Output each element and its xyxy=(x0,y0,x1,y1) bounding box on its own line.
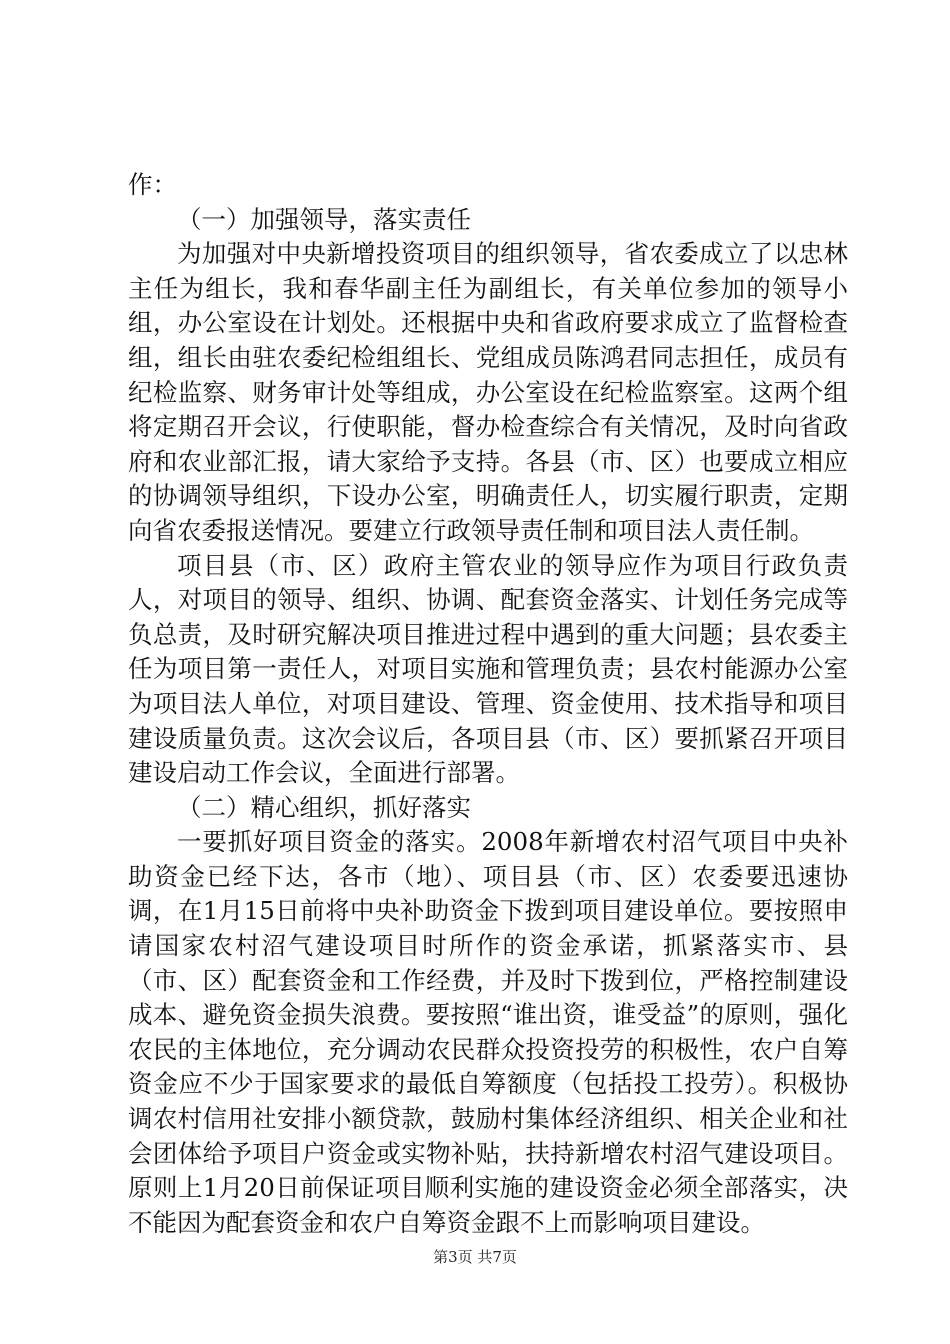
paragraph-leadership: 为加强对中央新增投资项目的组织领导，省农委成立了以忠林主任为组长，我和春华副主任为副组长，有关单位参加的领导小组，办公室设在计划处。还根据中央和省政府要求成立了监督检查组，组长由驻农委纪检组组长、党组成员陈鸿君同志担任，成员有纪检监察、财务审计处等组成，办公室设在纪检监察室。这两个组将定期召开会议，行使职能，督办检查综合有关情况，及时向省政府和农业部汇报，请大家给予支持。各县（市、区）也要成立相应的协调领导组织，下设办公室，明确责任人，切实履行职责，定期向省农委报送情况。要建立行政领导责任制和项目法人责任制。 xyxy=(128,239,848,545)
page-footer: 第3页 共7页 xyxy=(433,1248,517,1266)
section-heading-2: （二）精心组织，抓好落实 xyxy=(177,792,471,822)
paragraph-responsibility: 项目县（市、区）政府主管农业的领导应作为项目行政负责人，对项目的领导、组织、协调、配套资金落实、计划任务完成等负总责，及时研究解决项目推进过程中遇到的重大问题；县农委主任为项目第一责任人，对项目实施和管理负责；县农村能源办公室为项目法人单位，对项目建设、管理、资金使用、技术指导和项目建设质量负责。这次会议后，各项目县（市、区）要抓紧召开项目建设启动工作会议，全面进行部署。 xyxy=(128,550,848,788)
section-heading-1: （一）加强领导，落实责任 xyxy=(177,204,471,234)
paragraph-continuation: 作： xyxy=(128,170,177,199)
paragraph-funding: 一要抓好项目资金的落实。2008年新增农村沼气项目中央补助资金已经下达，各市（地）、项目县（市、区）农委要迅速协调，在1月15日前将中央补助资金下拨到项目建设单位。要按照申请国家农村沼气建设项目时所作的资金承诺，抓紧落实市、县（市、区）配套资金和工作经费，并及时下拨到位，严格控制建设成本、避免资金损失浪费。要按照“谁出资，谁受益”的原则，强化农民的主体地位，充分调动农民群众投资投劳的积极性，农户自筹资金应不少于国家要求的最低自筹额度（包括投工投劳）。积极协调农村信用社安排小额贷款，鼓励村集体经济组织、相关企业和社会团体给予项目户资金或实物补贴，扶持新增农村沼气建设项目。原则上1月20日前保证项目顺利实施的建设资金必须全部落实，决不能因为配套资金和农户自筹资金跟不上而影响项目建设。 xyxy=(128,827,848,1237)
document-body xyxy=(128,168,848,1240)
